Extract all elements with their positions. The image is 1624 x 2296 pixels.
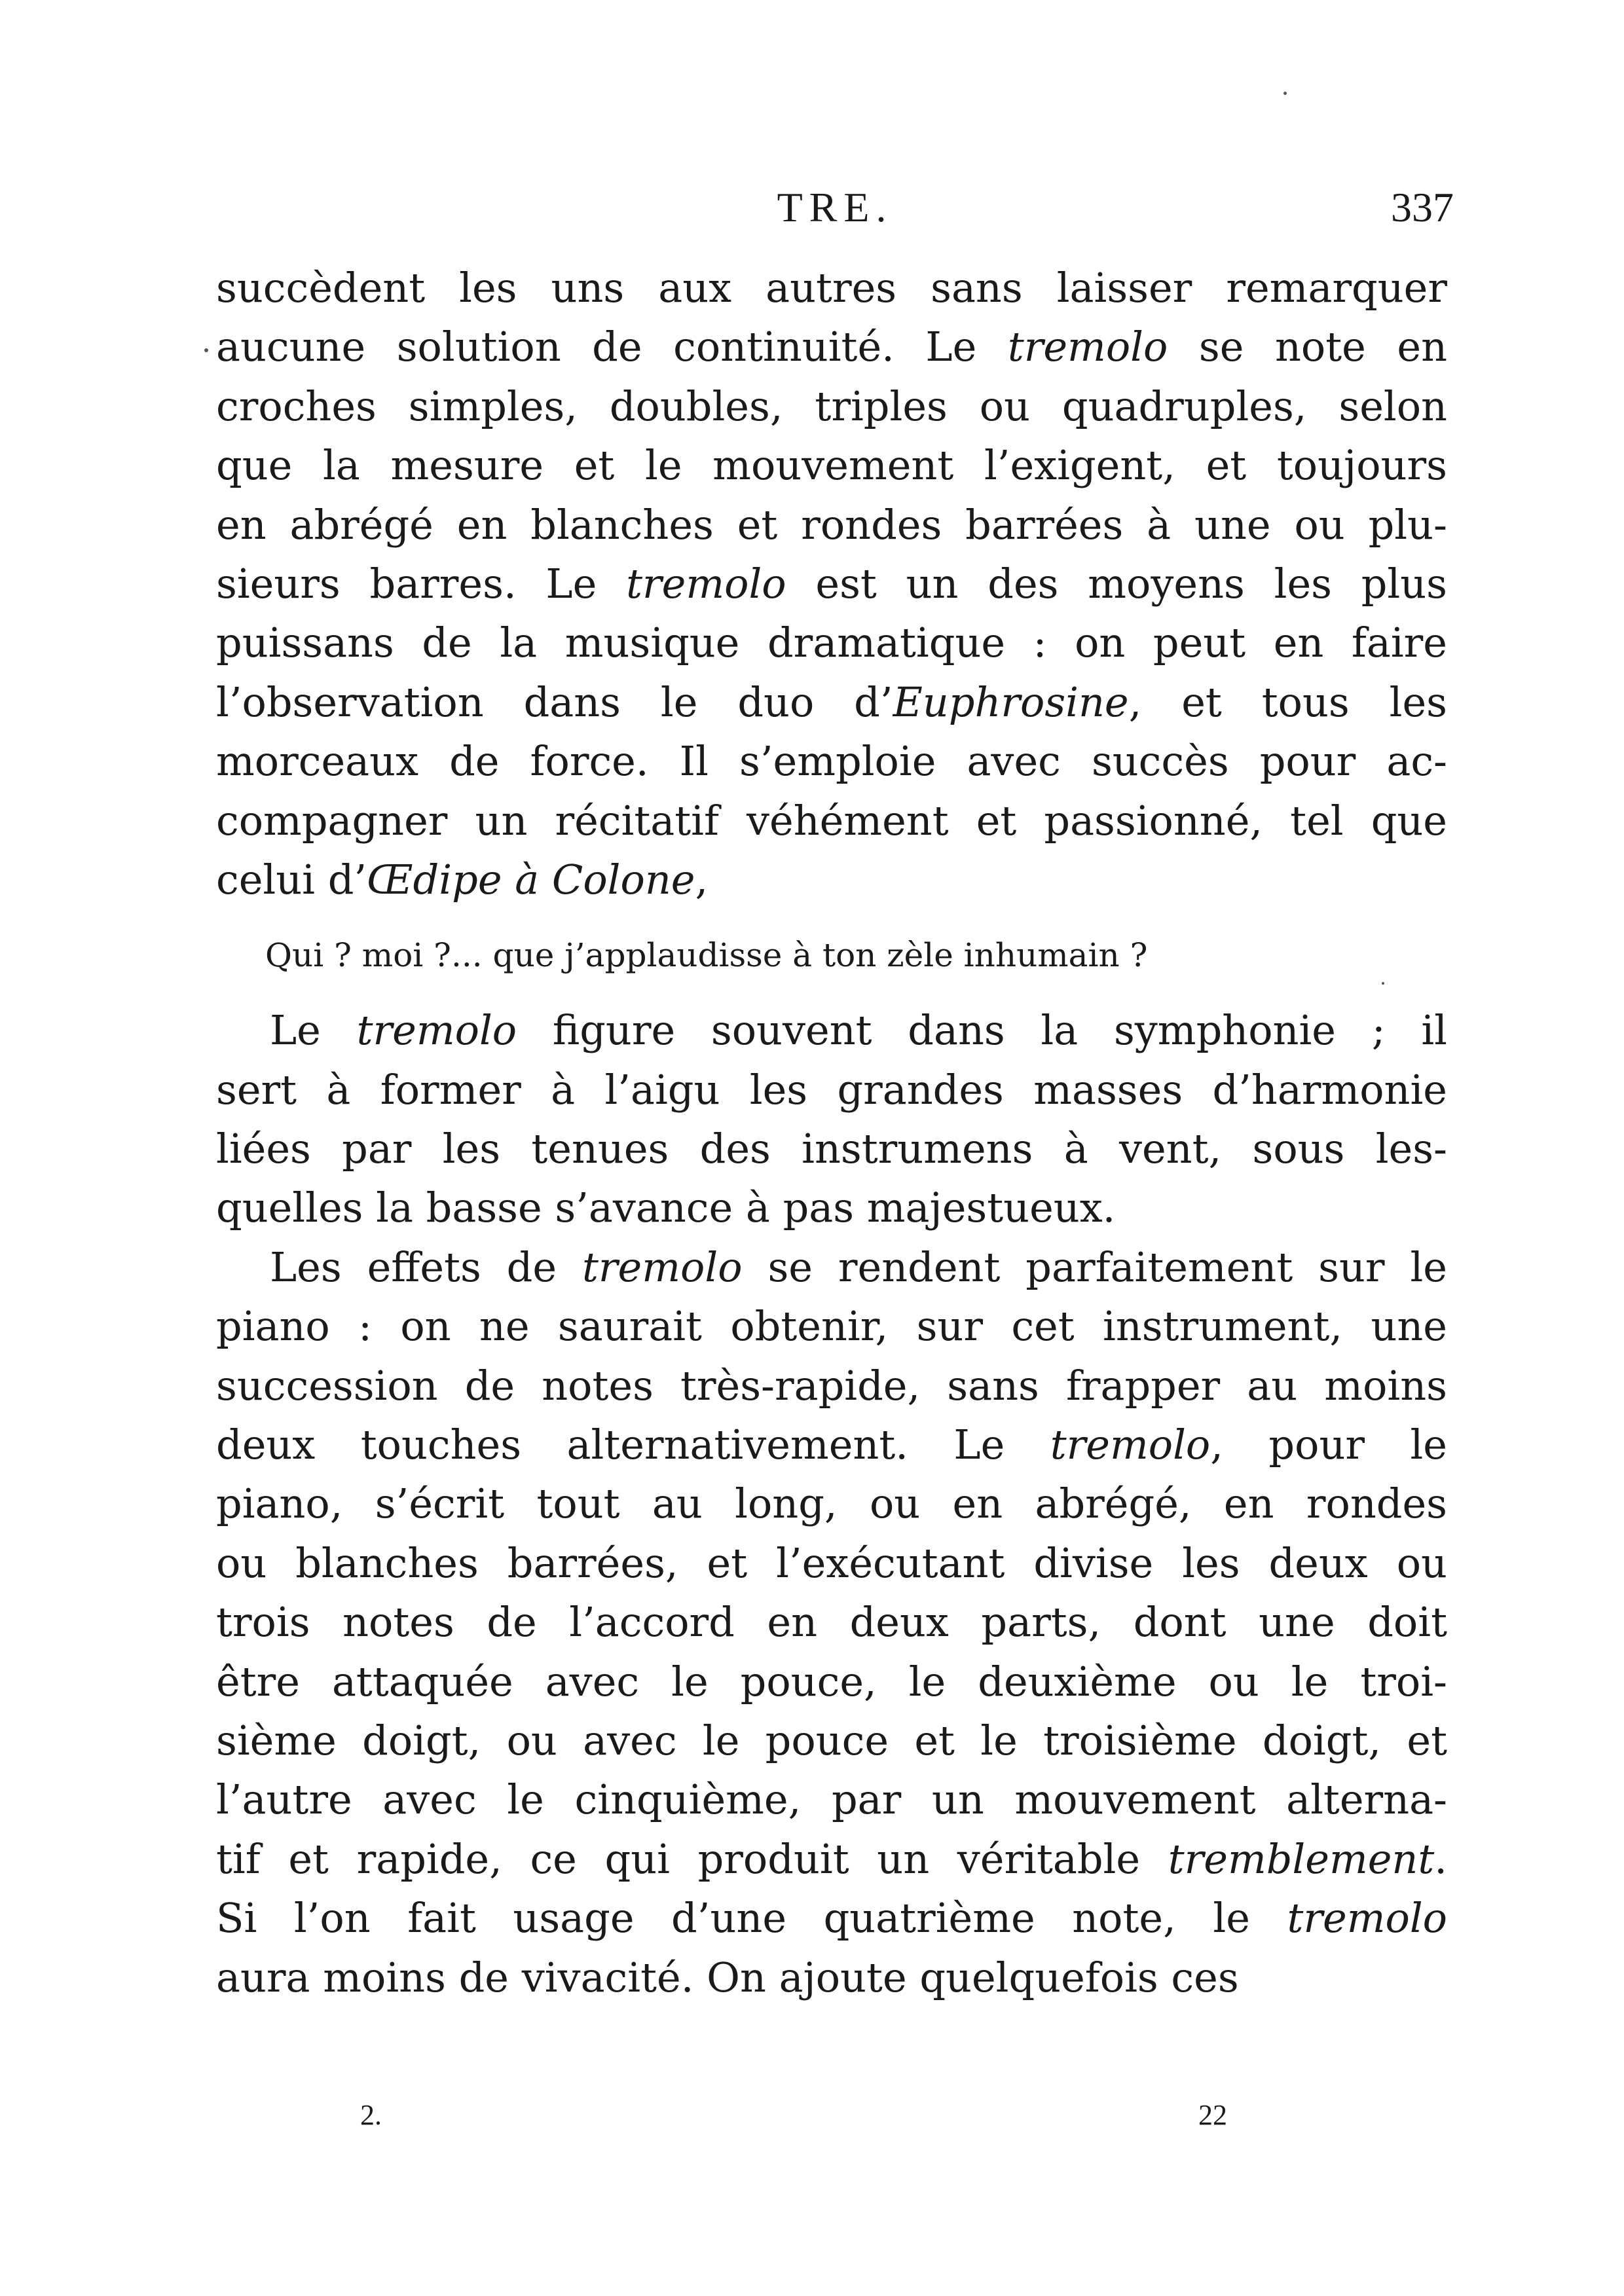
text-line xyxy=(216,318,1447,376)
text-line xyxy=(216,1357,1447,1415)
text-line xyxy=(216,377,1447,436)
text-line xyxy=(216,1297,1447,1356)
text-line xyxy=(216,1001,1447,1060)
verse-quotation: Qui ? moi ?... que j’applaudisse à ton zèle inhumain ? xyxy=(265,936,1148,975)
italic-term: Euphrosine xyxy=(893,678,1129,726)
text-run: succession de notes très-rapide, sans frapper au moins xyxy=(216,1361,1447,1410)
text-run: quelles la basse s’avance à pas majestueux. xyxy=(216,1184,1116,1232)
text-line xyxy=(216,1948,1447,2007)
text-line xyxy=(216,1238,1447,1297)
text-line xyxy=(216,1830,1447,1889)
text-line xyxy=(216,1652,1447,1711)
text-line xyxy=(216,1415,1447,1474)
text-line xyxy=(216,496,1447,555)
text-run: tif et rapide, ce qui produit un véritable xyxy=(216,1834,1168,1883)
italic-term: tremolo xyxy=(626,559,786,608)
text-line xyxy=(216,1889,1447,1948)
text-run: deux touches alternativement. Le xyxy=(216,1421,1050,1469)
text-line xyxy=(216,792,1447,850)
text-run: celui d’ xyxy=(216,855,367,903)
text-run: . xyxy=(1434,1834,1447,1883)
text-run: liées par les tenues des instrumens à vent, sous les- xyxy=(216,1125,1447,1173)
text-run: compagner un récitatif véhément et passionné, tel que xyxy=(216,796,1447,845)
text-line xyxy=(216,436,1447,495)
text-line xyxy=(216,732,1447,791)
text-run: aura moins de vivacité. On ajoute quelquefois ces xyxy=(216,1953,1239,2001)
text-run: sert à former à l’aigu les grandes masses d’harmonie xyxy=(216,1065,1447,1114)
text-line xyxy=(216,1534,1447,1593)
text-run: en abrégé en blanches et rondes barrées à une ou plu- xyxy=(216,500,1447,549)
text-line xyxy=(216,1474,1447,1533)
signature-mark-left: 2. xyxy=(360,2099,382,2131)
italic-term: tremolo xyxy=(1287,1894,1447,1942)
text-run: sieurs barres. Le xyxy=(216,559,627,608)
text-line xyxy=(216,1770,1447,1829)
paper-speck xyxy=(204,348,208,352)
text-run: trois notes de l’accord en deux parts, dont une doit xyxy=(216,1598,1447,1647)
text-run: Le xyxy=(270,1006,357,1055)
text-run: être attaquée avec le pouce, le deuxième ou le troi- xyxy=(216,1657,1447,1705)
text-run: Si l’on fait usage d’une quatrième note, le xyxy=(216,1894,1287,1942)
text-run: piano : on ne saurait obtenir, sur cet instrument, une xyxy=(216,1302,1447,1351)
body-text xyxy=(216,259,1447,2007)
paper-speck xyxy=(1283,92,1287,95)
text-run: figure souvent dans la symphonie ; il xyxy=(517,1006,1447,1055)
text-line xyxy=(216,259,1447,318)
text-line xyxy=(216,673,1447,732)
text-run: morceaux de force. Il s’emploie avec succès pour ac- xyxy=(216,737,1447,786)
text-run: se note en xyxy=(1168,323,1447,371)
text-line xyxy=(216,850,1447,909)
paragraph-symphonie xyxy=(216,1001,1447,1238)
text-line xyxy=(216,555,1447,613)
italic-term: tremblement xyxy=(1168,1834,1435,1883)
italic-term: tremolo xyxy=(1007,323,1168,371)
text-line xyxy=(216,1711,1447,1770)
italic-term: tremolo xyxy=(356,1006,517,1055)
page-header xyxy=(216,183,1454,255)
text-run: l’observation dans le duo d’ xyxy=(216,678,893,726)
signature-marks xyxy=(216,2098,1447,2138)
text-line xyxy=(216,1061,1447,1120)
signature-mark-right: 22 xyxy=(1198,2099,1227,2131)
text-run: se rendent parfaitement sur le xyxy=(742,1243,1447,1291)
text-run: , xyxy=(695,855,709,903)
paper-speck xyxy=(1382,982,1384,985)
text-run: sième doigt, ou avec le pouce et le troisième doigt, et xyxy=(216,1716,1447,1764)
italic-term: tremolo xyxy=(1050,1421,1211,1469)
running-head: TRE. xyxy=(777,184,893,230)
text-run: ou blanches barrées, et l’exécutant divise les deux ou xyxy=(216,1539,1447,1587)
text-run: aucune solution de continuité. Le xyxy=(216,323,1008,371)
text-run: Les effets de xyxy=(270,1243,582,1291)
text-line xyxy=(216,1120,1447,1178)
text-run: piano, s’écrit tout au long, ou en abrégé, en rondes xyxy=(216,1480,1447,1528)
text-run: l’autre avec le cinquième, par un mouvement alterna- xyxy=(216,1776,1447,1824)
text-run: , pour le xyxy=(1210,1421,1447,1469)
text-run: puissans de la musique dramatique : on peut en faire xyxy=(216,619,1447,667)
italic-term: tremolo xyxy=(582,1243,743,1291)
text-run: succèdent les uns aux autres sans laisser remarquer xyxy=(216,264,1447,312)
text-run: , et tous les xyxy=(1128,678,1447,726)
text-line xyxy=(216,1593,1447,1652)
text-run: est un des moyens les plus xyxy=(786,559,1447,608)
paragraph-piano xyxy=(216,1238,1447,2007)
text-line xyxy=(216,613,1447,672)
text-line xyxy=(216,1178,1447,1237)
text-run: que la mesure et le mouvement l’exigent, et toujours xyxy=(216,441,1447,490)
italic-term: Œdipe à Colone xyxy=(367,855,695,903)
text-run: croches simples, doubles, triples ou quadruples, selon xyxy=(216,382,1447,430)
paragraph-continuation xyxy=(216,259,1447,909)
page-number: 337 xyxy=(1391,184,1454,230)
